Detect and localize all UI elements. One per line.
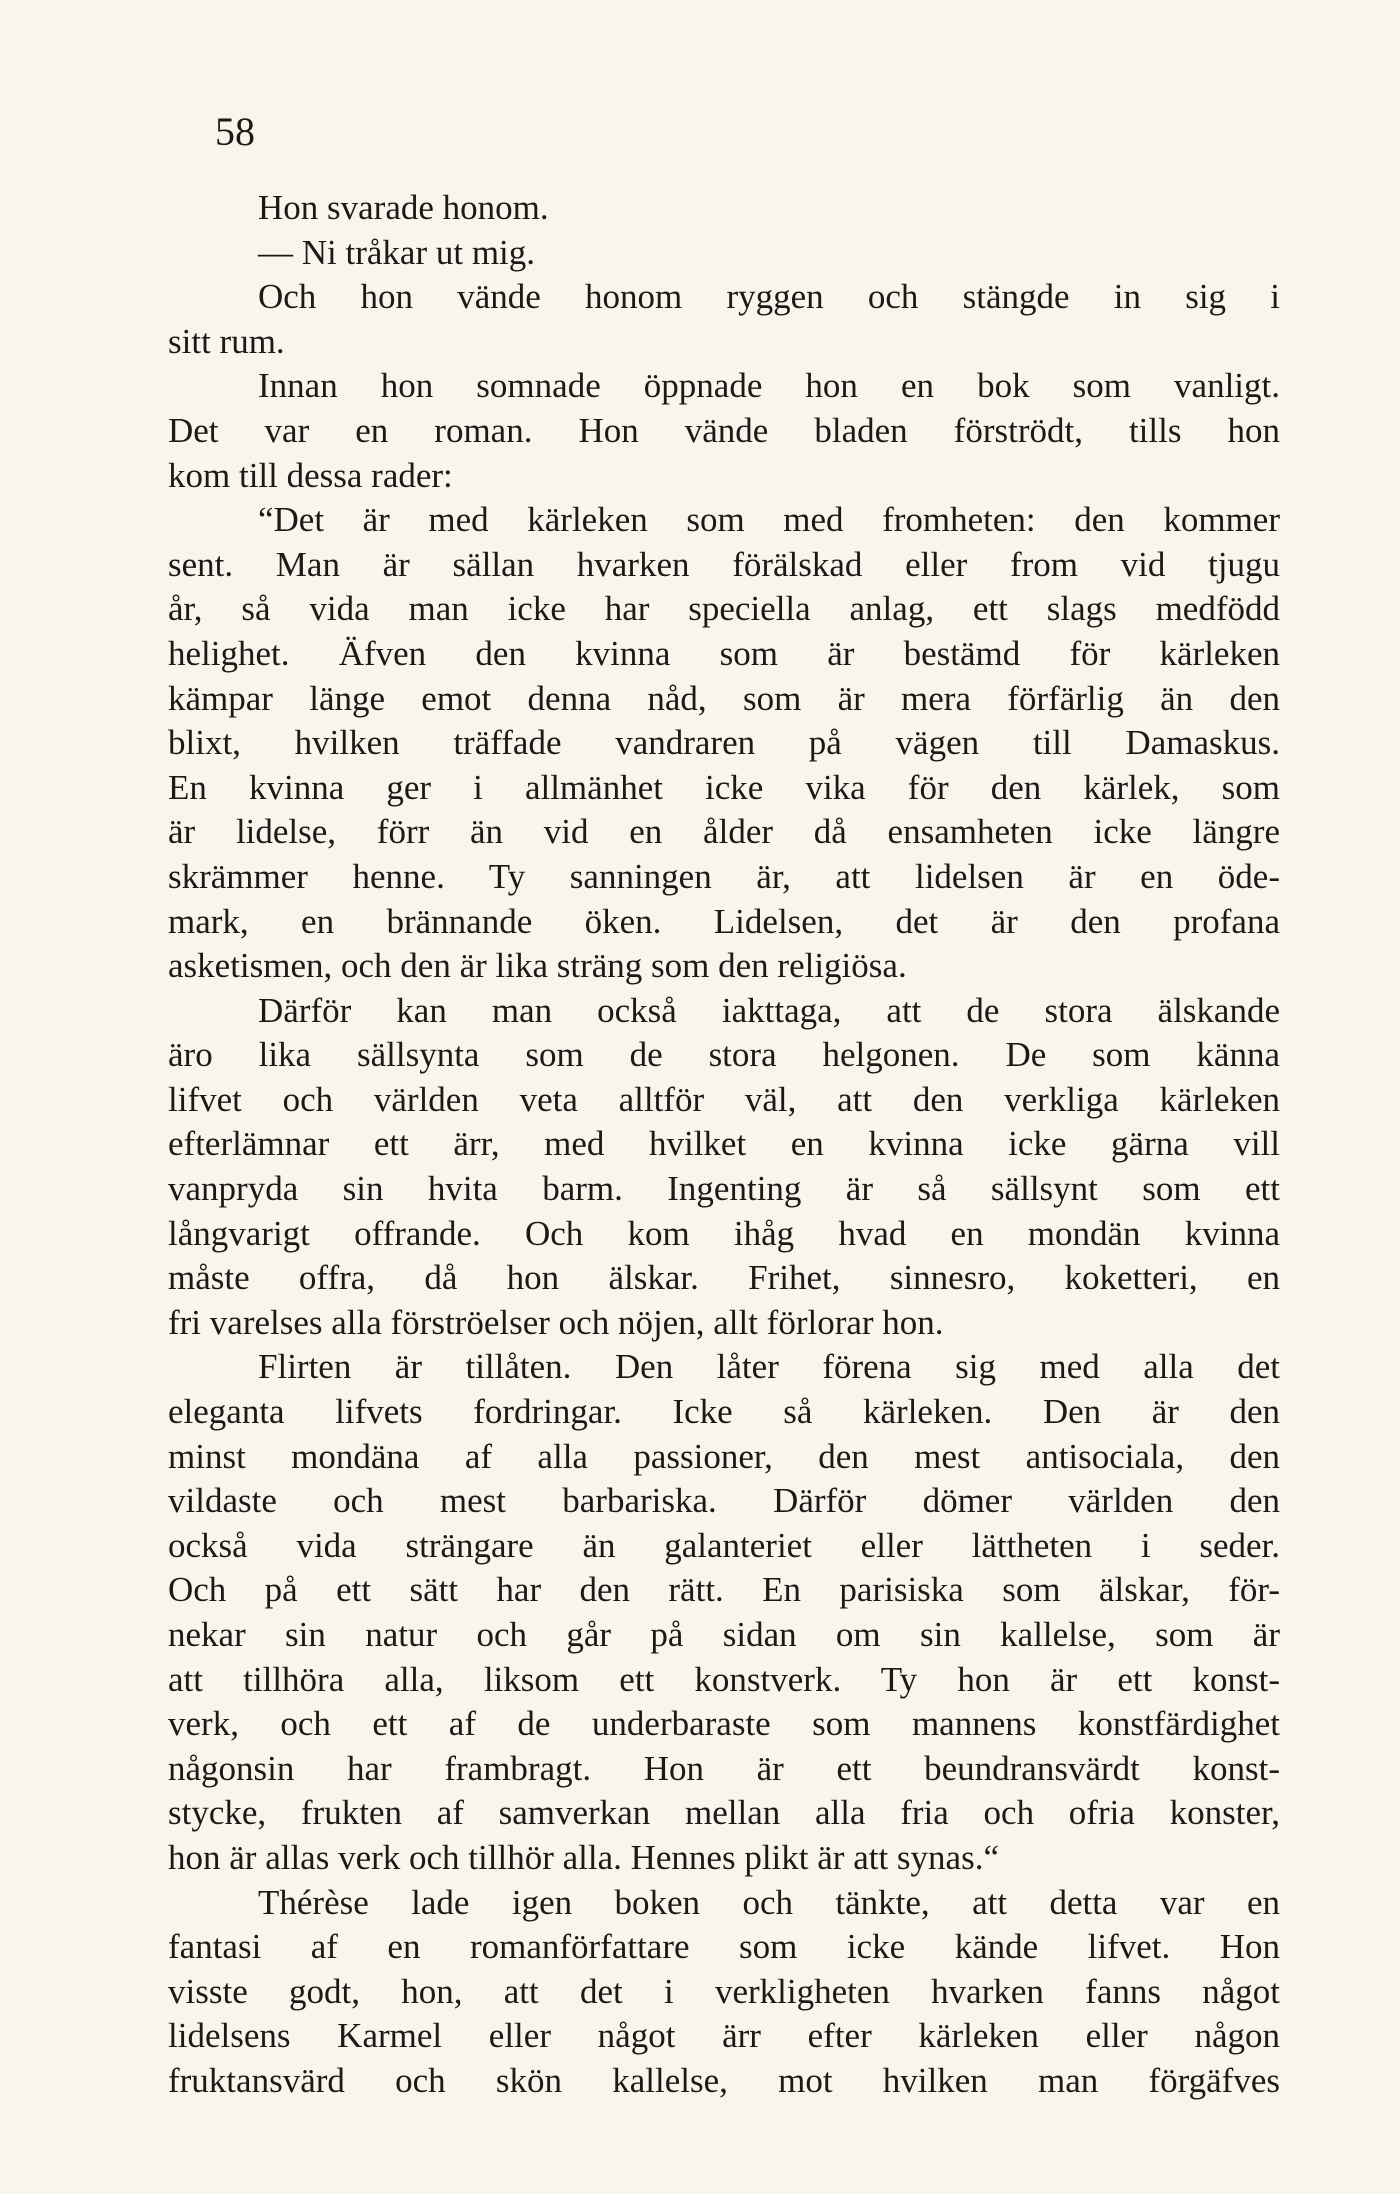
text-line: skrämmer henne. Ty sanningen är, att lidelsen är en öde- <box>168 856 1280 896</box>
text-line: äro lika sällsynta som de stora helgonen. De som känna <box>168 1035 1280 1075</box>
text-line: Innan hon somnade öppnade hon en bok som vanligt. <box>258 366 1280 406</box>
text-line: också vida strängare än galanteriet eller lättheten i seder. <box>168 1525 1280 1565</box>
text-line: Flirten är tillåten. Den låter förena sig med alla det <box>258 1347 1280 1387</box>
text-line: asketismen, och den är lika sträng som den religiösa. <box>168 946 907 986</box>
text-line: Thérèse lade igen boken och tänkte, att detta var en <box>258 1882 1280 1922</box>
text-line: nekar sin natur och går på sidan om sin kallelse, som är <box>168 1615 1280 1654</box>
text-line: Därför kan man också iakttaga, att de stora älskande <box>258 990 1280 1030</box>
text-line: fri varelses alla förströelser och nöjen, allt förlorar hon. <box>168 1302 944 1342</box>
text-line: eleganta lifvets fordringar. Icke så kärleken. Den är den <box>168 1392 1280 1432</box>
text-line: lidelsens Karmel eller något ärr efter kärleken eller någon <box>168 2016 1280 2056</box>
text-line: vanpryda sin hvita barm. Ingenting är så sällsynt som ett <box>168 1169 1280 1209</box>
text-line: Och hon vände honom ryggen och stängde in sig i <box>258 277 1280 317</box>
text-line: fantasi af en romanförfattare som icke kände lifvet. Hon <box>168 1927 1280 1967</box>
text-line: En kvinna ger i allmänhet icke vika för den kärlek, som <box>168 767 1280 807</box>
text-line: minst mondäna af alla passioner, den mest antisociala, den <box>168 1436 1280 1476</box>
text-line: år, så vida man icke har speciella anlag, ett slags medfödd <box>168 589 1280 629</box>
text-line: lifvet och världen veta alltför väl, att den verkliga kärleken <box>168 1079 1280 1119</box>
text-line: — Ni tråkar ut mig. <box>258 232 536 272</box>
text-line: någonsin har frambragt. Hon är ett beundransvärdt konst- <box>168 1748 1280 1788</box>
text-line: att tillhöra alla, liksom ett konstverk. Ty hon är ett konst- <box>168 1659 1280 1699</box>
text-line: efterlämnar ett ärr, med hvilket en kvinna icke gärna vill <box>168 1124 1280 1164</box>
text-line: vildaste och mest barbariska. Därför dömer världen den <box>168 1481 1280 1521</box>
text-line: fruktansvärd och skön kallelse, mot hvilken man förgäfves <box>168 2060 1280 2100</box>
text-line: är lidelse, förr än vid en ålder då ensamheten icke längre <box>168 812 1280 852</box>
text-line: stycke, frukten af samverkan mellan alla fria och ofria konster, <box>168 1793 1280 1833</box>
text-line: Och på ett sätt har den rätt. En parisiska som älskar, för- <box>168 1570 1280 1610</box>
text-line: måste offra, då hon älskar. Frihet, sinnesro, koketteri, en <box>168 1258 1280 1298</box>
text-line: helighet. Äfven den kvinna som är bestämd för kärleken <box>168 633 1280 673</box>
text-line: kom till dessa rader: <box>168 455 453 495</box>
text-line: verk, och ett af de underbaraste som mannens konstfärdighet <box>168 1704 1280 1744</box>
text-line: långvarigt offrande. Och kom ihåg hvad en mondän kvinna <box>168 1213 1280 1253</box>
text-line: sitt rum. <box>168 321 285 361</box>
body-text <box>168 186 1280 2104</box>
text-line: visste godt, hon, att det i verkligheten hvarken fanns något <box>168 1971 1280 2011</box>
text-line: Det var en roman. Hon vände bladen förströdt, tills hon <box>168 410 1280 450</box>
text-line: “Det är med kärleken som med fromheten: den kommer <box>258 500 1280 540</box>
text-line: hon är allas verk och tillhör alla. Hennes plikt är att synas.“ <box>168 1837 999 1877</box>
text-line: blixt, hvilken träffade vandraren på vägen till Damaskus. <box>168 723 1280 763</box>
text-line: Hon svarade honom. <box>258 188 549 227</box>
page-number: 58 <box>215 109 255 154</box>
text-line: kämpar länge emot denna nåd, som är mera förfärlig än den <box>168 678 1280 718</box>
text-line: sent. Man är sällan hvarken förälskad eller from vid tjugu <box>168 544 1280 584</box>
text-line: mark, en brännande öken. Lidelsen, det är den profana <box>168 901 1280 941</box>
